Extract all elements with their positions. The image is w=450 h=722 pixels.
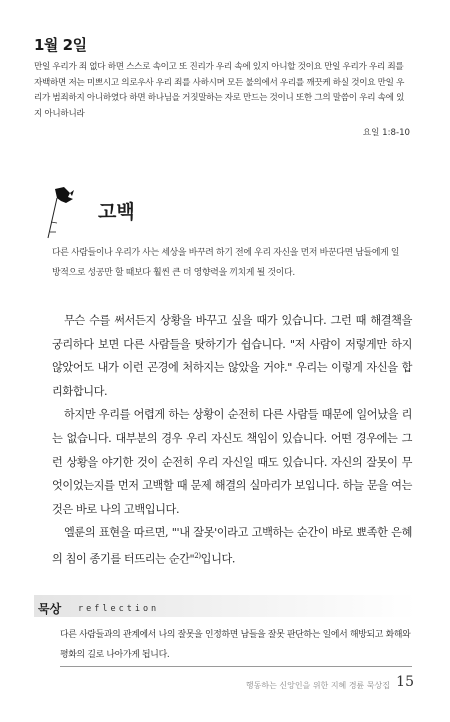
devotion-title: 고백: [98, 201, 135, 223]
flag-icon: [44, 184, 84, 240]
reflection-label-english: reflection: [78, 604, 160, 614]
body-paragraph-3-text: 엘룬의 표현을 따르면, "'내 잘못'이라고 고백하는 순간이 바로 뾰족한 은혜의 침이 종기를 터뜨리는 순간": [52, 526, 412, 566]
reflection-label: 묵상: [38, 602, 62, 616]
reflection-text: 다른 사람들과의 관계에서 나의 잘못을 인정하면 남들을 잘못 판단하는 일에서 해방되고 화해와 평화의 길로 나아가게 됩니다.: [60, 630, 411, 660]
body-paragraph-3-end: 입니다.: [200, 552, 236, 566]
page-date: 1월 2일: [34, 36, 87, 54]
body-paragraph-1: 무슨 수를 써서든지 상황을 바꾸고 싶을 때가 있습니다. 그런 때 해결책을 궁리하다 보면 다른 사람들을 탓하기가 쉽습니다. "저 사람이 저렇게만 하지 않았어도 내가 이런 곤경에 처하지는 않았을 거야." 우리는 이렇게 자신을 합리화합니다.: [52, 314, 412, 398]
page-number: 15: [396, 674, 414, 690]
body-paragraph-3: [52, 521, 412, 571]
scripture-reference: 요일 1:8-10: [362, 128, 410, 138]
intro-text: 다른 사람들이나 우리가 사는 세상을 바꾸려 하기 전에 우리 자신을 먼저 바꾼다면 남들에게 일방적으로 성공만 할 때보다 훨씬 큰 더 영향력을 끼치게 될 것이다.: [52, 248, 400, 278]
running-footer-title: 행동하는 신앙인을 위한 지혜 경륜 묵상집: [245, 681, 390, 690]
footnote-marker: 2): [194, 551, 201, 560]
scripture-verse: 만일 우리가 죄 없다 하면 스스로 속이고 또 진리가 우리 속에 있지 아니할 것이요 만일 우리가 우리 죄를 자백하면 저는 미쁘시고 의로우사 우리 죄를 사하시며 모든 불의에서 우리를 깨끗케 하실 것이요 만일 우리가 범죄하지 아니하였다 하면 하나님을 거짓말하는 자로 만드는 것이니 또한 그의 말씀이 우리 속에 있지 아니하니라: [34, 62, 405, 119]
body-paragraph-2: 하지만 우리를 어렵게 하는 상황이 순전히 다른 사람들 때문에 일어났을 리는 없습니다. 대부분의 경우 우리 자신도 책임이 있습니다. 어떤 경우에는 그런 상황을 야기한 것이 순전히 우리 자신일 때도 있습니다. 자신의 잘못이 무엇이었는지를 먼저 고백할 때 문제 해결의 실마리가 보입니다. 하늘 문을 여는 것은 바로 나의 고백입니다.: [52, 408, 412, 516]
devotion-body: [52, 309, 412, 571]
reflection-divider: [60, 666, 412, 667]
